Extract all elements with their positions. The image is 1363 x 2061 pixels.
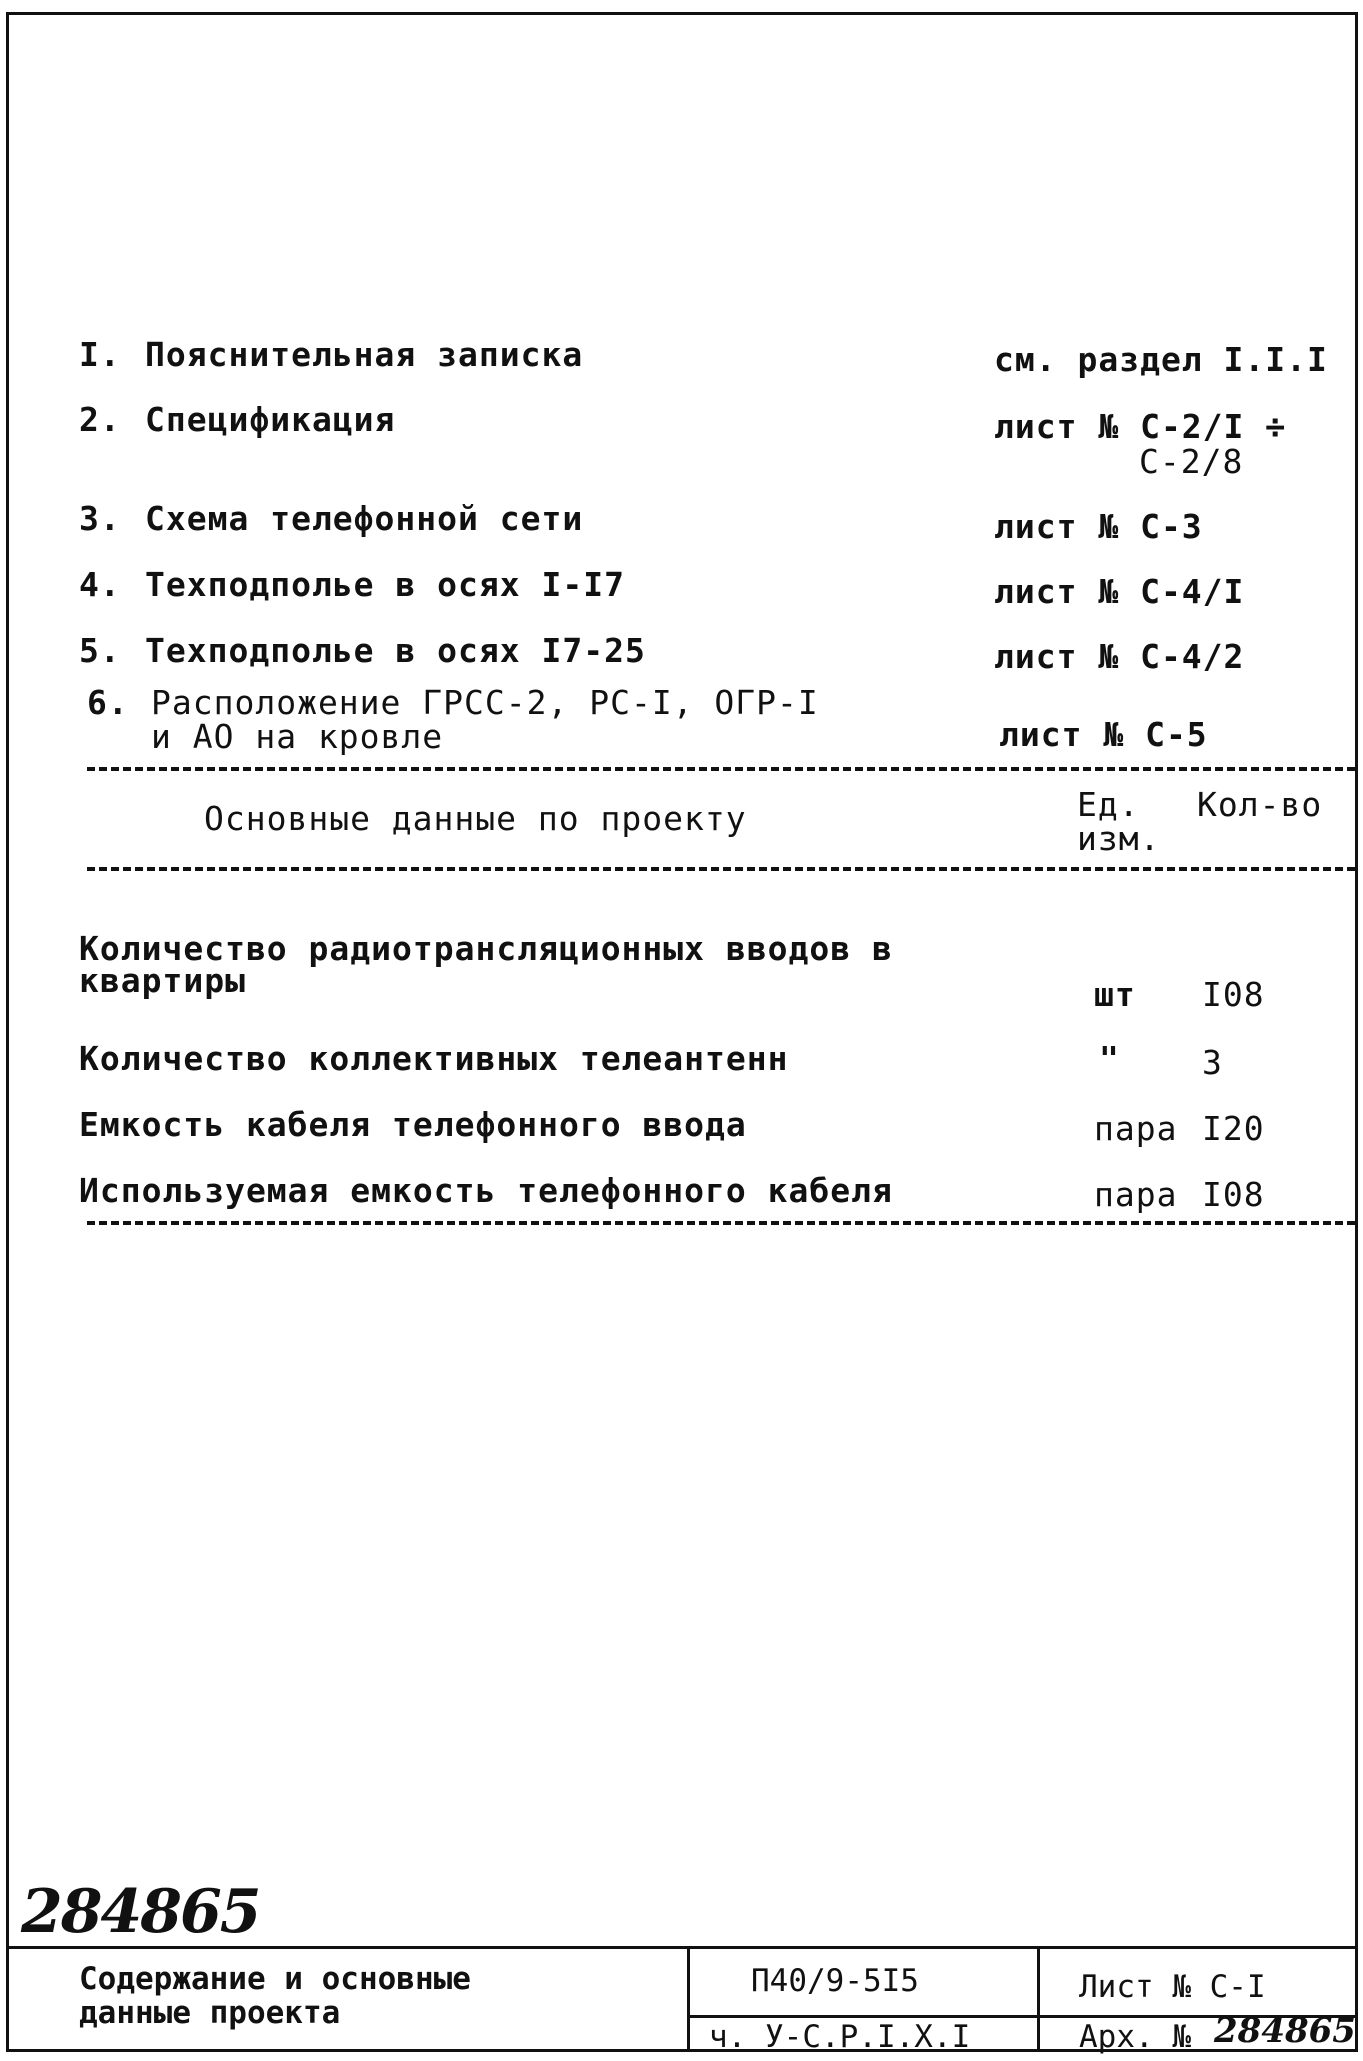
title-block-sheet: Лист № С-I [1079, 1969, 1266, 2005]
title-block-title-line1: Содержание и основные [79, 1961, 471, 1997]
title-block-project-code: П40/9-5I5 [751, 1963, 919, 1999]
contents-item-6-ref: лист № С-5 [999, 715, 1208, 754]
title-block-archive-label: Арх. № [1079, 2019, 1191, 2055]
table-bottom-divider [87, 1221, 1355, 1225]
contents-item-3-number: 3. [79, 499, 121, 538]
contents-item-4-ref: лист № С-4/I [994, 572, 1245, 611]
title-block-title-line2: данные проекта [79, 1995, 341, 2031]
title-block-divider-right [1037, 1949, 1040, 2049]
table-header-qty: Кол-во [1197, 785, 1323, 824]
table-top-divider [87, 767, 1355, 771]
table-header-unit: Ед. [1077, 785, 1140, 824]
title-block-part: ч. У-С.Р.I.Х.I [709, 2019, 971, 2055]
contents-item-1-ref: см. раздел I.I.I [994, 340, 1328, 379]
table-row-1-qty: I08 [1202, 975, 1265, 1014]
table-row-3-qty: I20 [1202, 1109, 1265, 1148]
contents-item-2-ref-cont: С-2/8 [1139, 442, 1244, 481]
contents-item-2-ref: лист № С-2/I ÷ [994, 407, 1287, 446]
contents-item-6-title-cont: и АО на кровле [151, 717, 444, 756]
table-row-4-unit: пара [1094, 1175, 1178, 1214]
contents-item-3-ref: лист № С-3 [994, 507, 1203, 546]
table-row-4-qty: I08 [1202, 1175, 1265, 1214]
contents-item-4-title: Техподполье в осях I-I7 [145, 565, 625, 604]
contents-item-1-title: Пояснительная записка [145, 335, 584, 374]
table-row-3-unit: пара [1094, 1109, 1178, 1148]
contents-item-5-ref: лист № С-4/2 [994, 637, 1245, 676]
contents-item-1-number: I. [79, 335, 121, 374]
table-header-unit-cont: изм. [1077, 819, 1161, 858]
table-row-1-unit: шт [1094, 975, 1136, 1014]
contents-item-5-title: Техподполье в осях I7-25 [145, 631, 646, 670]
table-row-2-qty: 3 [1202, 1043, 1223, 1082]
contents-item-3-title: Схема телефонной сети [145, 499, 584, 538]
contents-item-2-title: Спецификация [145, 400, 396, 439]
title-block-archive-number: 284865 [1214, 2011, 1356, 2051]
contents-item-6-title: Расположение ГРСС-2, РС-I, ОГР-I [151, 683, 819, 722]
table-row-3-param: Емкость кабеля телефонного ввода [79, 1105, 747, 1144]
table-header-divider [87, 867, 1355, 871]
table-row-2-unit: " [1099, 1039, 1120, 1078]
table-row-2-param: Количество коллективных телеантенн [79, 1039, 789, 1078]
handwritten-inventory-number: 284865 [21, 1877, 260, 1947]
contents-item-5-number: 5. [79, 631, 121, 670]
table-row-1-param-cont: квартиры [79, 961, 246, 1000]
contents-item-6-number: 6. [87, 683, 129, 722]
table-row-4-param: Используемая емкость телефонного кабеля [79, 1171, 893, 1210]
title-block-divider-left [687, 1949, 690, 2049]
title-block [9, 1946, 1356, 2055]
contents-item-2-number: 2. [79, 400, 121, 439]
contents-item-4-number: 4. [79, 565, 121, 604]
drawing-sheet [6, 12, 1358, 2055]
table-header-param: Основные данные по проекту [204, 799, 747, 838]
table-row-1-param: Количество радиотрансляционных вводов в [79, 929, 893, 968]
